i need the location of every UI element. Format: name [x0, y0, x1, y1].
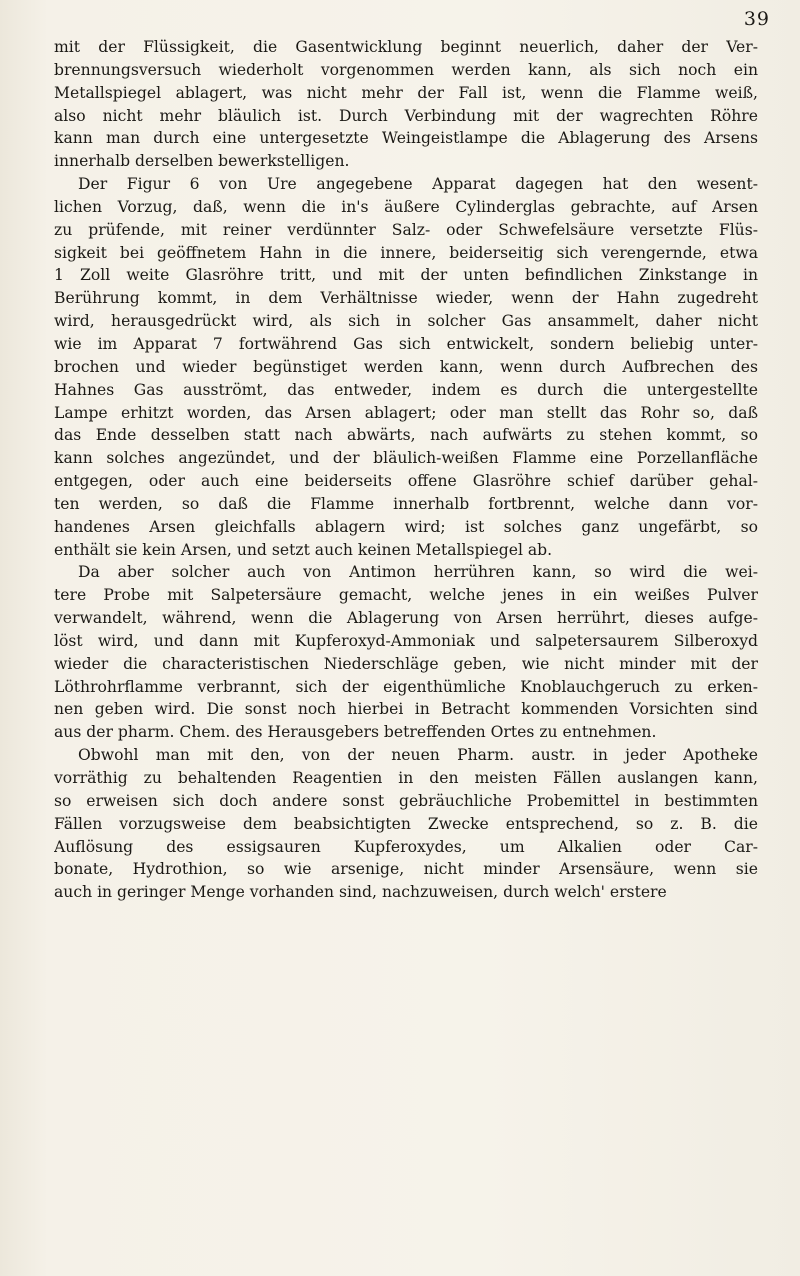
text-line: das Ende desselben statt nach abwärts, nach aufwärts zu stehen kommt, so	[54, 426, 758, 445]
text-line: verwandelt, während, wenn die Ablagerung von Arsen herrührt, dieses aufge-	[54, 609, 758, 628]
text-line: entgegen, oder auch eine beiderseits offene Glasröhre schief darüber gehal-	[54, 472, 758, 491]
text-line: zu prüfende, mit reiner verdünnter Salz- oder Schwefelsäure versetzte Flüs-	[54, 220, 758, 239]
text-line: handenes Arsen gleichfalls ablagern wird; ist solches ganz ungefärbt, so	[54, 517, 758, 536]
text-line: wieder die characteristischen Niederschläge geben, wie nicht minder mit der	[54, 654, 758, 673]
text-line: so erweisen sich doch andere sonst gebräuchliche Probemittel in bestimmten	[54, 791, 758, 810]
page-number: 39	[743, 8, 770, 30]
text-line: löst wird, und dann mit Kupferoxyd-Ammoniak und salpetersaurem Silberoxyd	[54, 631, 758, 650]
text-line: Berührung kommt, in dem Verhältnisse wieder, wenn der Hahn zugedreht	[54, 289, 758, 308]
text-line: lichen Vorzug, daß, wenn die in's äußere Cylinderglas gebrachte, auf Arsen	[54, 197, 758, 216]
text-line: auch in geringer Menge vorhanden sind, nachzuweisen, durch welch' erstere	[54, 883, 667, 902]
text-line: Fällen vorzugsweise dem beabsichtigten Zwecke entsprechend, so z. B. die	[54, 814, 758, 833]
paragraph	[54, 173, 758, 561]
text-line: Hahnes Gas ausströmt, das entweder, indem es durch die untergestellte	[54, 380, 758, 399]
text-line: innerhalb derselben bewerkstelligen.	[54, 152, 350, 171]
text-line: Da aber solcher auch von Antimon herrühren kann, so wird die wei-	[78, 563, 758, 582]
text-line: aus der pharm. Chem. des Herausgebers betreffenden Ortes zu entnehmen.	[54, 723, 657, 742]
text-line: 1 Zoll weite Glasröhre tritt, und mit der unten befindlichen Zinkstange in	[54, 266, 758, 285]
text-line: wie im Apparat 7 fortwährend Gas sich entwickelt, sondern beliebig unter-	[54, 334, 758, 353]
paragraph	[54, 36, 758, 173]
text-line: Lampe erhitzt worden, das Arsen ablagert; oder man stellt das Rohr so, daß	[54, 403, 758, 422]
text-line: mit der Flüssigkeit, die Gasentwicklung beginnt neuerlich, daher der Ver-	[54, 38, 758, 56]
text-line: ten werden, so daß die Flamme innerhalb fortbrennt, welche dann vor-	[54, 494, 758, 513]
text-line: nen geben wird. Die sonst noch hierbei in Betracht kommenden Vorsichten sind	[54, 700, 758, 719]
page-body-text	[54, 36, 758, 904]
text-line: Auflösung des essigsauren Kupferoxydes, um Alkalien oder Car-	[54, 837, 758, 856]
text-line: wird, herausgedrückt wird, als sich in solcher Gas ansammelt, daher nicht	[54, 312, 758, 331]
text-line: Obwohl man mit den, von der neuen Pharm. austr. in jeder Apotheke	[78, 746, 758, 765]
text-line: tere Probe mit Salpetersäure gemacht, welche jenes in ein weißes Pulver	[54, 586, 758, 605]
text-line: sigkeit bei geöffnetem Hahn in die innere, beiderseitig sich verengernde, etwa	[54, 243, 758, 262]
text-line: Löthrohrflamme verbrannt, sich der eigenthümliche Knoblauchgeruch zu erken-	[54, 677, 758, 696]
text-line: kann man durch eine untergesetzte Weingeistlampe die Ablagerung des Arsens	[54, 129, 758, 148]
text-line: Der Figur 6 von Ure angegebene Apparat dagegen hat den wesent-	[78, 175, 758, 194]
text-line: bonate, Hydrothion, so wie arsenige, nicht minder Arsensäure, wenn sie	[54, 860, 758, 879]
text-line: brennungsversuch wiederholt vorgenommen werden kann, als sich noch ein	[54, 60, 758, 79]
text-line: brochen und wieder begünstiget werden kann, wenn durch Aufbrechen des	[54, 357, 758, 376]
text-line: vorräthig zu behaltenden Reagentien in den meisten Fällen auslangen kann,	[54, 769, 758, 787]
text-line: kann solches angezündet, und der bläulich-weißen Flamme eine Porzellanfläche	[54, 449, 758, 468]
paragraph	[54, 744, 758, 904]
text-line: enthält sie kein Arsen, und setzt auch keinen Metallspiegel ab.	[54, 540, 553, 559]
text-line: Metallspiegel ablagert, was nicht mehr der Fall ist, wenn die Flamme weiß,	[54, 83, 758, 102]
text-line: also nicht mehr bläulich ist. Durch Verbindung mit der wagrechten Röhre	[54, 106, 758, 125]
paragraph	[54, 561, 758, 744]
